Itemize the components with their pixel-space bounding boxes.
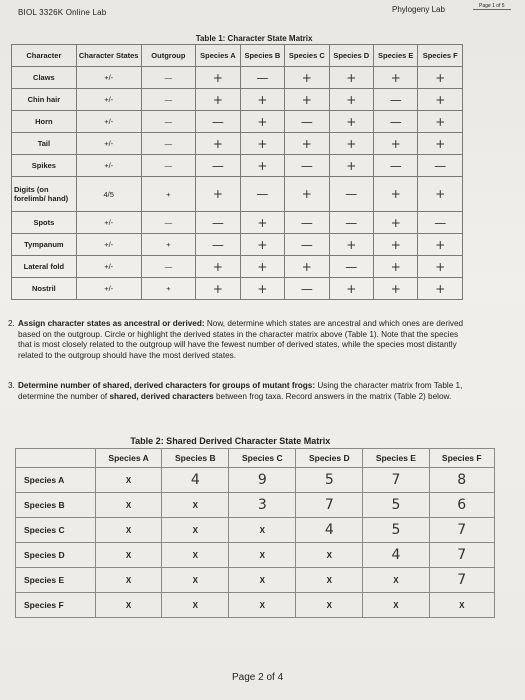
shared-count-cell: X (229, 543, 296, 568)
table1-row (12, 67, 463, 89)
table1-row (12, 155, 463, 177)
state-cell: + (141, 234, 196, 256)
state-cell: + (285, 256, 329, 278)
table2-corner (16, 449, 96, 468)
state-cell: — (240, 177, 284, 212)
shared-count-cell: X (296, 593, 363, 618)
state-cell: + (196, 256, 240, 278)
state-cell: + (196, 67, 240, 89)
table1-col-header: Species E (374, 45, 418, 67)
state-cell: + (418, 234, 463, 256)
table2-col-header: Species B (162, 449, 229, 468)
shared-count-cell: 4 (363, 543, 429, 568)
state-cell: + (418, 111, 463, 133)
shared-count-cell: 8 (429, 468, 494, 493)
character-states: +/- (76, 67, 141, 89)
table2-row-label: Species F (16, 593, 96, 618)
question-3-text-bold: shared, derived characters (109, 391, 214, 401)
table2-row-label: Species B (16, 493, 96, 518)
state-cell: — (329, 177, 373, 212)
state-cell: + (240, 111, 284, 133)
state-cell: + (196, 133, 240, 155)
state-cell: + (374, 133, 418, 155)
character-state-matrix (11, 33, 463, 300)
table1-row (12, 111, 463, 133)
state-cell: — (418, 212, 463, 234)
table1-col-header: Outgroup (141, 45, 196, 67)
character-name: Digits (on forelimb/ hand) (12, 177, 77, 212)
shared-count-cell: 5 (363, 493, 429, 518)
shared-count-cell: X (162, 518, 229, 543)
table1-col-header: Species A (196, 45, 240, 67)
shared-count-cell: 7 (429, 568, 494, 593)
shared-count-cell: 3 (229, 493, 296, 518)
state-cell: + (285, 89, 329, 111)
state-cell: + (240, 234, 284, 256)
table1-row (12, 256, 463, 278)
table2-caption: Table 2: Shared Derived Character State Matrix (130, 436, 331, 446)
shared-count-cell: 4 (162, 468, 229, 493)
shared-count-cell: X (363, 593, 429, 618)
shared-count-cell: X (95, 493, 161, 518)
state-cell: — (285, 212, 329, 234)
table1-col-header: Species D (329, 45, 373, 67)
state-cell: — (196, 111, 240, 133)
table2-col-header: Species A (95, 449, 161, 468)
state-cell: + (196, 278, 240, 300)
state-cell: + (418, 278, 463, 300)
state-cell: + (374, 256, 418, 278)
shared-count-cell: X (162, 493, 229, 518)
question-2 (8, 319, 473, 361)
table2-row-label: Species D (16, 543, 96, 568)
state-cell: + (240, 89, 284, 111)
state-cell: + (329, 234, 373, 256)
table2-row (16, 543, 495, 568)
table1-col-header: Species B (240, 45, 284, 67)
shared-count-cell: X (229, 593, 296, 618)
question-2-text: Now, determine which states are ancestral and which ones are derived based on the outgroup. Circle or highlight the derived states in the character matrix above (Table 1). Note that the species that is most closely related to the outgroup will have the fewest number of derived states, while the species most distantly related to the outgroup should have the most derived states. (18, 319, 464, 360)
question-3 (8, 381, 473, 402)
state-cell: — (329, 212, 373, 234)
character-states: 4/5 (76, 177, 141, 212)
table2-row-label: Species C (16, 518, 96, 543)
character-name: Spots (12, 212, 77, 234)
shared-count-cell: X (429, 593, 494, 618)
state-cell: + (418, 89, 463, 111)
state-cell: — (285, 234, 329, 256)
character-states: +/- (76, 234, 141, 256)
state-cell: + (285, 67, 329, 89)
table1-row (12, 89, 463, 111)
state-cell: + (285, 133, 329, 155)
shared-count-cell: X (162, 593, 229, 618)
shared-count-cell: X (162, 543, 229, 568)
state-cell: + (374, 67, 418, 89)
page-number: Page 2 of 4 (232, 672, 284, 683)
shared-count-cell: 6 (429, 493, 494, 518)
state-cell: + (418, 177, 463, 212)
table2-row (16, 593, 495, 618)
table2-row-label: Species E (16, 568, 96, 593)
question-3-number: 3. (8, 381, 15, 390)
table1-row (12, 234, 463, 256)
character-states: +/- (76, 89, 141, 111)
state-cell: + (240, 212, 284, 234)
state-cell: + (240, 278, 284, 300)
state-cell: — (141, 155, 196, 177)
shared-count-cell: 7 (429, 518, 494, 543)
shared-count-cell: X (95, 543, 161, 568)
state-cell: — (196, 234, 240, 256)
character-states: +/- (76, 155, 141, 177)
state-cell: — (141, 133, 196, 155)
question-3-lead: Determine number of shared, derived characters for groups of mutant frogs: (18, 381, 316, 390)
table1-row (12, 212, 463, 234)
table1-row (12, 133, 463, 155)
state-cell: — (196, 155, 240, 177)
state-cell: — (285, 111, 329, 133)
character-states: +/- (76, 133, 141, 155)
character-name: Chin hair (12, 89, 77, 111)
state-cell: — (418, 155, 463, 177)
table2-row (16, 493, 495, 518)
question-3-text-b: between frog taxa. Record answers in the matrix (Table 2) below. (215, 391, 452, 401)
state-cell: — (285, 278, 329, 300)
question-2-lead: Assign character states as ancestral or derived: (18, 319, 205, 328)
state-cell: + (196, 89, 240, 111)
state-cell: — (196, 212, 240, 234)
table2-row (16, 468, 495, 493)
table1-row (12, 278, 463, 300)
state-cell: — (141, 89, 196, 111)
state-cell: — (374, 111, 418, 133)
table2-col-header: Species F (429, 449, 494, 468)
state-cell: — (141, 212, 196, 234)
state-cell: + (329, 278, 373, 300)
shared-count-cell: X (95, 593, 161, 618)
character-states: +/- (76, 256, 141, 278)
state-cell: + (374, 177, 418, 212)
table2-row (16, 568, 495, 593)
question-2-number: 2. (8, 319, 15, 328)
character-name: Nostril (12, 278, 77, 300)
state-cell: — (374, 155, 418, 177)
state-cell: — (240, 67, 284, 89)
state-cell: + (418, 67, 463, 89)
shared-count-cell: X (229, 518, 296, 543)
shared-count-cell: X (95, 518, 161, 543)
shared-count-cell: 7 (363, 468, 429, 493)
state-cell: + (329, 111, 373, 133)
table1-col-header: Character States (76, 45, 141, 67)
shared-count-cell: X (95, 468, 161, 493)
state-cell: + (374, 212, 418, 234)
shared-count-cell: 7 (296, 493, 363, 518)
state-cell: — (285, 155, 329, 177)
table2-row-label: Species A (16, 468, 96, 493)
course-title: BIOL 3326K Online Lab (18, 8, 107, 17)
table1-col-header: Species C (285, 45, 329, 67)
state-cell: — (329, 256, 373, 278)
character-name: Tympanum (12, 234, 77, 256)
state-cell: + (285, 177, 329, 212)
shared-count-cell: X (296, 543, 363, 568)
shared-count-cell: 7 (429, 543, 494, 568)
state-cell: + (329, 89, 373, 111)
character-name: Claws (12, 67, 77, 89)
table1-caption: Table 1: Character State Matrix (195, 34, 313, 43)
state-cell: + (418, 133, 463, 155)
character-name: Tail (12, 133, 77, 155)
table1-col-header: Species F (418, 45, 463, 67)
state-cell: + (141, 278, 196, 300)
shared-count-cell: 9 (229, 468, 296, 493)
lab-title: Phylogeny Lab (392, 5, 445, 14)
state-cell: — (141, 111, 196, 133)
character-name: Spikes (12, 155, 77, 177)
shared-count-cell: X (162, 568, 229, 593)
state-cell: + (240, 133, 284, 155)
character-name: Lateral fold (12, 256, 77, 278)
shared-count-cell: 5 (363, 518, 429, 543)
character-states: +/- (76, 278, 141, 300)
state-cell: + (374, 278, 418, 300)
state-cell: + (374, 234, 418, 256)
shared-count-cell: X (229, 568, 296, 593)
state-cell: + (196, 177, 240, 212)
table1-col-header: Character (12, 45, 77, 67)
table2-row (16, 518, 495, 543)
character-name: Horn (12, 111, 77, 133)
state-cell: — (141, 67, 196, 89)
state-cell: + (141, 177, 196, 212)
table1-row (12, 177, 463, 212)
table2-col-header: Species E (363, 449, 429, 468)
character-states: +/- (76, 111, 141, 133)
shared-count-cell: X (95, 568, 161, 593)
shared-count-cell: 4 (296, 518, 363, 543)
state-cell: + (240, 155, 284, 177)
question-3-text-a: Using the character matrix from Table 1, determine the number of (18, 381, 463, 401)
table2-col-header: Species D (296, 449, 363, 468)
state-cell: + (329, 155, 373, 177)
state-cell: — (374, 89, 418, 111)
character-states: +/- (76, 212, 141, 234)
state-cell: + (329, 67, 373, 89)
shared-count-cell: X (363, 568, 429, 593)
state-cell: + (418, 256, 463, 278)
shared-count-cell: X (296, 568, 363, 593)
page-stamp: Page 1 of 5 (473, 3, 511, 10)
table2-col-header: Species C (229, 449, 296, 468)
shared-count-cell: 5 (296, 468, 363, 493)
shared-derived-matrix (15, 434, 495, 618)
state-cell: — (141, 256, 196, 278)
state-cell: + (329, 133, 373, 155)
state-cell: + (240, 256, 284, 278)
